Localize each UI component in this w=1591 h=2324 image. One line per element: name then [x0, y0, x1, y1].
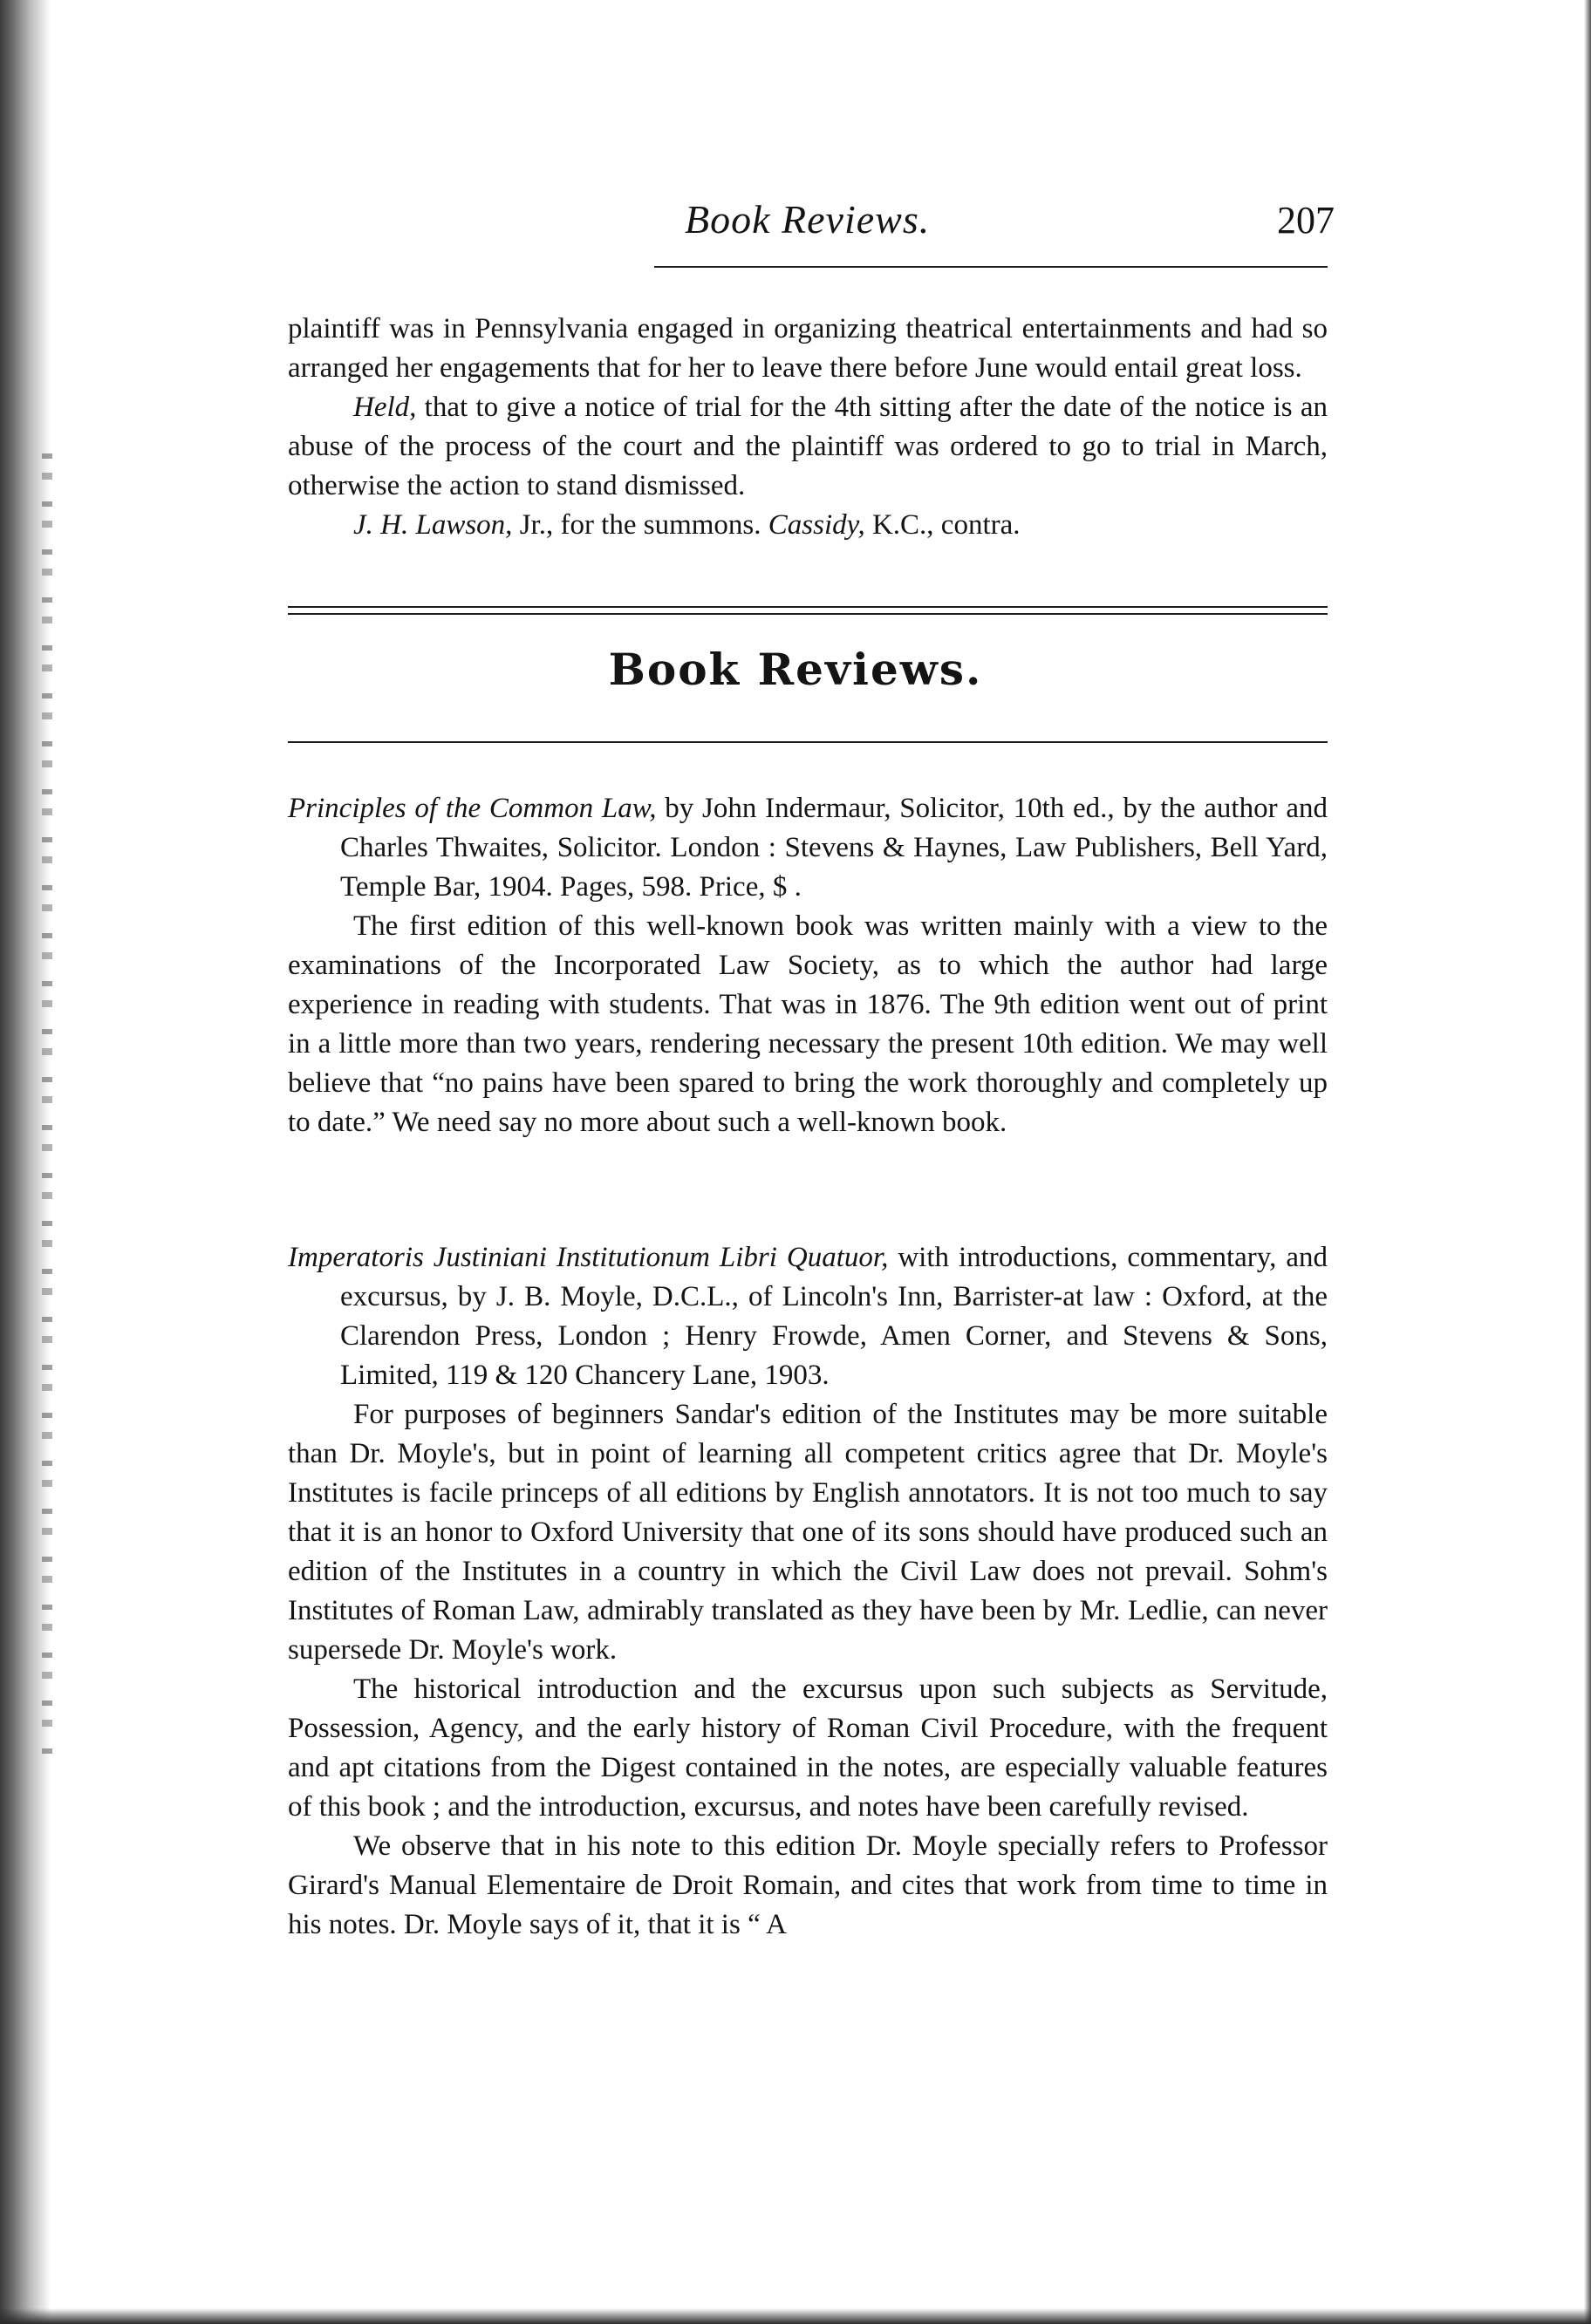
page-header	[288, 196, 1335, 249]
page-number: 207	[1277, 199, 1335, 242]
case-holding: Held, that to give a notice of trial for the 4th sitting after the date of the notice is an abuse of the process of the court and the plaintiff was ordered to go to trial in March, otherwise the action to stand dismissed.	[288, 392, 1328, 501]
review-body: For purposes of beginners Sandar's edition of the Institutes may be more suitable than Dr. Moyle's, but in point of learning all competent critics agree that Dr. Moyle's Institutes is facile princeps of all editions by English annotators. It is not too much to say that it is an honor to Oxford University that one of its sons should have produced such an edition of the Institutes in a country in which the Civil Law does not prevail. Sohm's Institutes of Roman Law, admirably translated as they have been by Mr. Ledlie, can never supersede Dr. Moyle's work.	[288, 1399, 1328, 1666]
scan-edge-bottom	[0, 2308, 1591, 2324]
review-principles	[288, 789, 1328, 1142]
header-rule	[654, 266, 1328, 268]
case-paragraph: plaintiff was in Pennsylvania engaged in organizing theatrical entertainments and had so arranged her engagements that for her to leave there before June would entail great loss.	[288, 313, 1328, 384]
review-institutes	[288, 1238, 1328, 1945]
case-counsel: J. H. Lawson, Jr., for the summons. Cassidy, K.C., contra.	[353, 509, 1021, 541]
review-body: The historical introduction and the excursus upon such subjects as Servitude, Possession, Agency, and the early history of Roman Civil Procedure, with the frequent and apt citations from the Digest contained in the notes, are especially valuable features of this book ; and the introduction, excursus, and notes have been carefully revised.	[288, 1673, 1328, 1823]
review-citation: Imperatoris Justiniani Institutionum Libri Quatuor, with introductions, commentary, and excursus, by J. B. Moyle, D.C.L., of Lincoln's Inn, Barrister-at law : Oxford, at the Clarendon Press, London ; Henry Frowde, Amen Corner, and Stevens & Sons, Limited, 119 & 120 Chancery Lane, 1903.	[288, 1242, 1328, 1391]
section-rule-top-second	[288, 613, 1328, 615]
review-body: We observe that in his note to this edition Dr. Moyle specially refers to Professor Girard's Manual Elementaire de Droit Romain, and cites that work from time to time in his notes. Dr. Moyle says of it, that it is “ A	[288, 1830, 1328, 1940]
case-continuation	[288, 310, 1328, 545]
review-citation: Principles of the Common Law, by John Indermaur, Solicitor, 10th ed., by the author and Charles Thwaites, Solicitor. London : Stevens & Haynes, Law Publishers, Bell Yard, Temple Bar, 1904. Pages, 598. Price, $ .	[288, 793, 1328, 903]
running-title: Book Reviews.	[685, 197, 931, 242]
section-rule-bottom	[288, 741, 1328, 743]
review-body: The first edition of this well-known book was written mainly with a view to the examinations of the Incorporated Law Society, as to which the author had large experience in reading with students. That was in 1876. The 9th edition went out of print in a little more than two years, rendering necessary the present 10th edition. We may well believe that “no pains have been spared to bring the work thoroughly and completely up to date.” We need say no more about such a well-known book.	[288, 910, 1328, 1138]
section-title: Book Reviews.	[608, 644, 983, 695]
scan-edge-right	[1584, 0, 1591, 2324]
section-rule-top	[288, 606, 1328, 608]
